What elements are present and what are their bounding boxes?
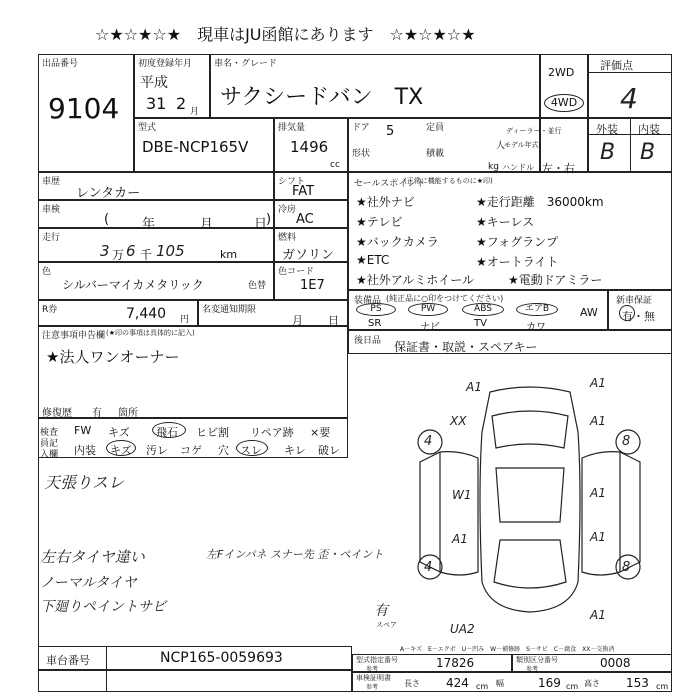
aircon-value: AC — [296, 212, 314, 227]
height-unit: cm — [656, 682, 669, 691]
inspection-close: ) — [266, 212, 272, 227]
displacement-unit: cc — [330, 160, 340, 170]
mileage-v1: 3 — [100, 242, 110, 260]
history-value: レンタカー — [76, 186, 141, 201]
model-label: 型式 — [138, 123, 157, 133]
category-label: 類別区分番号 — [516, 656, 558, 664]
insp-r1-0: FW — [74, 424, 92, 437]
recycle-label: R券 — [42, 305, 58, 315]
capacity-label: 定員 — [426, 123, 445, 133]
inspection-label: 車検 — [42, 205, 61, 215]
mark-tire-fr: 8 — [622, 434, 631, 449]
insp-circle-kizu — [106, 440, 136, 456]
registration-era: 平成 — [140, 75, 168, 91]
aircon-label: 冷房 — [278, 205, 297, 215]
handle-value: 左・右 — [542, 162, 575, 175]
category-value: 0008 — [600, 656, 631, 670]
insp-r2-3: コゲ — [180, 444, 202, 457]
mark-ua2: UA2 — [450, 622, 475, 636]
equip-pw — [408, 303, 448, 316]
insp-r2-5: スレ — [240, 444, 262, 457]
after-goods-value: 保証書・取説・スペアキー — [394, 340, 538, 354]
sp-item-1: ★社外ナビ — [356, 195, 415, 209]
mark-a1-mid-left: A1 — [452, 532, 468, 546]
score-value: 4 — [620, 82, 638, 115]
notice-label: 名変通知期限 — [202, 305, 257, 315]
history-label: 車歴 — [42, 177, 61, 187]
registration-year: 31 — [146, 94, 167, 113]
warranty-value: 有・無 — [622, 310, 655, 323]
insp-r2-7: 破レ — [318, 444, 340, 457]
exterior-label: 外装 — [596, 123, 618, 136]
seller-notes-label: 注意事項申告欄 — [42, 331, 106, 341]
equip-abs-text: ABS — [474, 304, 492, 314]
handle-label: ハンドル — [502, 163, 534, 172]
insp-r1-1: キズ — [108, 426, 130, 439]
dimensions-sub: 参考 — [366, 684, 379, 691]
mileage-label: 走行 — [42, 233, 61, 243]
mark-a1-right: A1 — [590, 414, 606, 428]
shape-label: 形状 — [352, 149, 371, 159]
model-code: DBE-NCP165V — [142, 138, 249, 156]
width-unit: cm — [566, 682, 579, 691]
insp-r2-4: 穴 — [218, 444, 229, 457]
inspector-label: 検査員記入欄 — [40, 428, 59, 460]
equip-airbag — [516, 303, 558, 316]
chassis-label: 車台番号 — [46, 654, 90, 667]
equip-pw-text: PW — [420, 304, 436, 314]
registration-month-unit: 月 — [190, 107, 200, 117]
drive-2wd: 2WD — [548, 66, 575, 79]
warranty-circle — [619, 305, 635, 321]
registration-label: 初度登録年月 — [138, 59, 193, 69]
header-banner: ☆★☆★☆★ 現車はJU函館にあります ☆★☆★☆★ — [95, 25, 476, 44]
selling-points-sub: (正常に機能するものに★印) — [404, 177, 493, 185]
mark-w1: W1 — [452, 488, 472, 502]
model-year-label: モデル年式 — [504, 141, 539, 149]
mark-tire-rl: 4 — [424, 560, 433, 575]
car-name: サクシードバン TX — [220, 85, 424, 110]
equip-abs — [462, 303, 504, 316]
repair-value: 有 — [92, 408, 102, 419]
mark-a1-top-right: A1 — [590, 376, 606, 390]
insp-circle-stone — [152, 422, 186, 438]
sp-item-6: ★フォグランプ — [476, 235, 559, 249]
equip-ps — [356, 303, 396, 316]
mark-a1-top-left: A1 — [466, 380, 482, 394]
mileage-v2: 6 — [126, 242, 136, 260]
fuel-value: ガソリン — [282, 248, 335, 263]
mark-a1-rear: A1 — [590, 608, 606, 622]
insp-r2-0: 内装 — [74, 444, 96, 457]
inspection-open: ( — [104, 212, 110, 227]
sp-item-7: ★ETC — [356, 253, 390, 267]
history-cell — [38, 172, 274, 200]
equip-tv: TV — [474, 318, 487, 329]
car-damage-diagram — [400, 372, 660, 632]
doors-label: ドア — [352, 123, 370, 133]
color-swap-label: 色替 — [248, 281, 267, 291]
mileage-u1: 万 — [112, 248, 125, 262]
exterior-grade: B — [600, 140, 616, 165]
capacity-unit: 人 — [496, 141, 506, 151]
drive-4wd — [544, 94, 584, 112]
equip-leather: カワ — [526, 322, 546, 333]
repair-label: 修復歴 — [42, 408, 72, 419]
mark-a1-low-right: A1 — [590, 530, 606, 544]
sp-item-2: ★走行距離 36000km — [476, 195, 604, 209]
mark-a1-mid-right: A1 — [590, 486, 606, 500]
insp-r2-6: キレ — [284, 444, 306, 457]
displacement-value: 1496 — [290, 138, 329, 156]
equip-ps-text: PS — [370, 304, 382, 314]
type-designation-sub: 参考 — [366, 666, 379, 673]
recycle-value: 7,440 — [126, 306, 167, 322]
shift-value: FAT — [292, 184, 315, 199]
sp-item-4: ★キーレス — [476, 215, 535, 229]
type-designation-value: 17826 — [436, 656, 475, 670]
note-panel: 左Fインパネ スナー先 歪・ペイント — [206, 548, 384, 561]
insp-r2-1: キズ — [110, 444, 132, 457]
length-value: 424 — [446, 676, 469, 690]
sp-item-8: ★オートライト — [476, 255, 559, 269]
score-divider — [588, 72, 672, 73]
inspection-year: 年 — [142, 217, 156, 232]
sp-item-9: ★社外アルミホイール — [356, 273, 475, 287]
color-value: シルバーマイカメタリック — [62, 278, 204, 292]
lot-label: 出品番号 — [42, 59, 79, 69]
notice-month: 月 — [292, 314, 303, 327]
sp-item-10: ★電動ドアミラー — [508, 273, 603, 287]
recycle-cell — [38, 300, 198, 326]
inspection-day: 日 — [254, 217, 268, 232]
mark-spare: 有 — [374, 603, 388, 619]
note-underbody: 下廻りペイントサビ — [40, 599, 166, 615]
mark-spare-label: スペア — [376, 621, 397, 629]
selling-points-label: セールスポイント — [354, 179, 426, 189]
insp-circle-sure — [236, 440, 268, 456]
repair-count: 箇所 — [118, 408, 138, 419]
load-label: 積載 — [426, 149, 445, 159]
notice-day: 日 — [328, 314, 339, 327]
equip-aw: AW — [580, 306, 598, 319]
inspection-month: 月 — [200, 217, 214, 232]
insp-r1-4: リペア跡 — [250, 426, 294, 439]
height-label: 高さ — [584, 679, 600, 688]
dealer-label: ディーラー・並行 — [506, 127, 562, 135]
equipment-label: 装備品 — [354, 296, 382, 306]
seller-notes-sub: (★印の事項は具体的に記入) — [106, 329, 195, 337]
displacement-label: 排気量 — [278, 123, 306, 133]
note-normal-tire: ノーマルタイヤ — [40, 575, 137, 591]
load-unit: kg — [488, 162, 499, 172]
registration-month: 2 — [176, 94, 187, 113]
dimensions-label: 車検証明書 — [356, 674, 391, 682]
mileage-v3: 105 — [156, 242, 185, 260]
recycle-unit: 円 — [180, 315, 190, 325]
mileage-u2: 千 — [140, 248, 153, 262]
after-goods-label: 後日品 — [354, 336, 382, 346]
mark-tire-fl: 4 — [424, 434, 433, 449]
shift-label: シフト — [278, 177, 306, 187]
color-code-value: 1E7 — [300, 278, 325, 293]
warranty-label: 新車保証 — [616, 296, 653, 306]
doors-value: 5 — [386, 124, 395, 139]
length-label: 長さ — [404, 679, 420, 688]
width-label: 幅 — [496, 679, 504, 688]
equip-airbag-text: エアB — [524, 304, 550, 314]
diagram-legend: A－キズ E－エクボ U－凹み W－補修跡 S－サビ C－腐食 XX－交換済 — [400, 646, 615, 653]
color-label: 色 — [42, 267, 52, 277]
mark-tire-rr: 8 — [622, 560, 631, 575]
color-code-label: 色コード — [278, 267, 315, 277]
category-sub: 参考 — [526, 666, 539, 673]
car-name-label: 車名・グレード — [214, 59, 278, 69]
width-value: 169 — [538, 676, 561, 690]
lot-number: 9104 — [48, 92, 120, 125]
sp-item-3: ★テレビ — [356, 215, 403, 229]
note-tires-different: 左右タイヤ違い — [40, 548, 145, 566]
insp-r1-2: 飛石 — [156, 426, 178, 439]
inspection-cell — [38, 200, 274, 228]
fuel-label: 燃料 — [278, 233, 297, 243]
ext-int-divider — [630, 118, 631, 172]
equipment-sub: (純正品に○印をつけてください) — [386, 294, 504, 303]
interior-grade: B — [640, 140, 656, 165]
mark-xx: XX — [450, 414, 467, 428]
seller-notes-value: ★法人ワンオーナー — [46, 348, 180, 366]
insp-r1-3: ヒビ割 — [196, 426, 229, 439]
mileage-unit: km — [220, 248, 238, 261]
equip-navi: ナビ — [420, 322, 440, 333]
note-ceiling: 天張りスレ — [44, 473, 125, 492]
chassis-value: NCP165-0059693 — [160, 650, 283, 666]
interior-label: 内装 — [638, 123, 660, 136]
score-label: 評価点 — [600, 59, 633, 72]
length-unit: cm — [476, 682, 489, 691]
height-value: 153 — [626, 676, 649, 690]
equip-sr: SR — [368, 318, 382, 329]
type-designation-label: 型式指定番号 — [356, 656, 398, 664]
row-empty-cell — [38, 670, 352, 692]
insp-r1-5: ×要 — [310, 426, 331, 439]
dimensions-cell — [352, 672, 672, 692]
insp-r2-2: 汚レ — [146, 444, 168, 457]
sp-item-5: ★バックカメラ — [356, 235, 439, 249]
drive-4wd-text: 4WD — [550, 96, 578, 109]
